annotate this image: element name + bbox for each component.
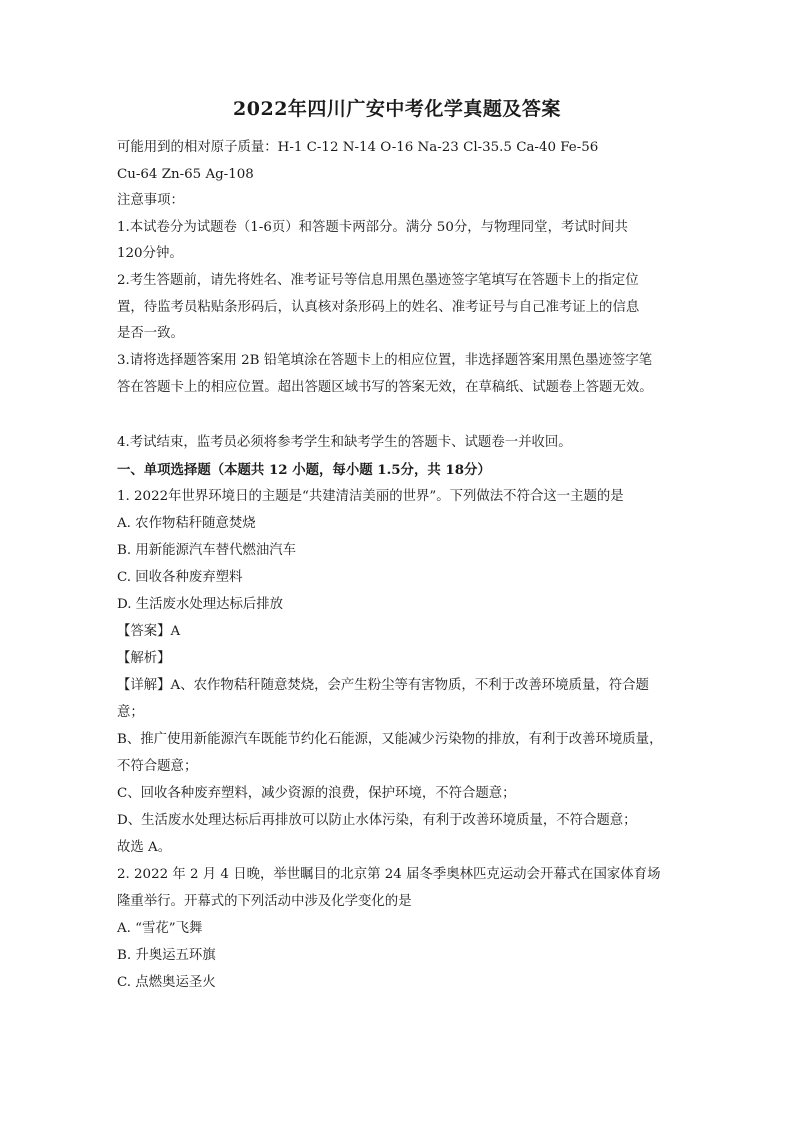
- question-1-conclusion: 故选 A。: [117, 840, 172, 855]
- note-2-line-2: 置，待监考员粘贴条形码后，认真核对条形码上的姓名、准考证号与自己准考证上的信息: [117, 300, 640, 315]
- question-1-detail-line-5: C、回收各种废弃塑料，减少资源的浪费，保护环境，不符合题意；: [117, 786, 516, 801]
- question-1-detail-line-1: 【详解】A、农作物秸秆随意焚烧，会产生粉尘等有害物质，不利于改善环境质量，符合题: [117, 678, 649, 693]
- note-3-line-2: 答在答题卡上的相应位置。超出答题区域书写的答案无效，在草稿纸、试题卷上答题无效。: [117, 380, 653, 395]
- question-2-option-a: A. “雪花”飞舞: [117, 921, 203, 936]
- question-2-stem-line-1: 2. 2022 年 2 月 4 日晚，举世瞩目的北京第 24 届冬季奥林匹克运动会开幕式在国家体育场: [117, 867, 661, 882]
- note-1-line-2: 120分钟。: [117, 246, 183, 261]
- note-4-line-1: 4.考试结束，监考员必须将参考学生和缺考学生的答题卡、试题卷一并收回。: [117, 435, 572, 450]
- notes-heading: 注意事项：: [117, 193, 184, 208]
- section-heading: 一、单项选择题（本题共 12 小题，每小题 1.5分，共 18分）: [117, 462, 491, 478]
- question-1-option-c: C. 回收各种废弃塑料: [117, 570, 243, 585]
- page-title: 2022年四川广安中考化学真题及答案: [233, 98, 561, 120]
- question-2-option-c: C. 点燃奥运圣火: [117, 975, 216, 990]
- question-1-answer: 【答案】A: [117, 624, 181, 639]
- question-2-option-b: B. 升奥运五环旗: [117, 948, 216, 963]
- question-1-option-b: B. 用新能源汽车替代燃油汽车: [117, 543, 297, 558]
- note-3-line-1: 3.请将选择题答案用 2B 铅笔填涂在答题卡上的相应位置，非选择题答案用黑色墨迹签字笔: [117, 353, 653, 368]
- question-1-detail-line-3: B、推广使用新能源汽车既能节约化石能源，又能减少污染物的排放，有利于改善环境质量，: [117, 732, 663, 747]
- note-2-line-1: 2.考生答题前，请先将姓名、准考证号等信息用黑色墨迹签字笔填写在答题卡上的指定位: [117, 273, 639, 288]
- question-1-detail-line-6: D、生活废水处理达标后再排放可以防止水体污染，有利于改善环境质量，不符合题意；: [117, 813, 637, 828]
- atomic-mass-line-2: Cu-64 Zn-65 Ag-108: [117, 167, 254, 182]
- note-1-line-1: 1.本试卷分为试题卷（1-6页）和答题卡两部分。满分 50分，与物理同堂，考试时间共: [117, 220, 628, 235]
- question-1-option-d: D. 生活废水处理达标后排放: [117, 597, 284, 612]
- question-1-stem: 1. 2022年世界环境日的主题是“共建清洁美丽的世界”。下列做法不符合这一主题的是: [117, 489, 624, 504]
- question-1-detail-line-2: 意；: [117, 705, 144, 720]
- note-2-line-3: 是否一致。: [117, 326, 184, 341]
- question-1-option-a: A. 农作物秸秆随意焚烧: [117, 516, 256, 531]
- question-2-stem-line-2: 隆重举行。开幕式的下列活动中涉及化学变化的是: [117, 894, 412, 909]
- question-1-analysis-heading: 【解析】: [117, 651, 171, 666]
- atomic-mass-line-1: 可能用到的相对原子质量：H-1 C-12 N-14 O-16 Na-23 Cl-35.5 Ca-40 Fe-56: [117, 140, 599, 155]
- question-1-detail-line-4: 不符合题意；: [117, 759, 198, 774]
